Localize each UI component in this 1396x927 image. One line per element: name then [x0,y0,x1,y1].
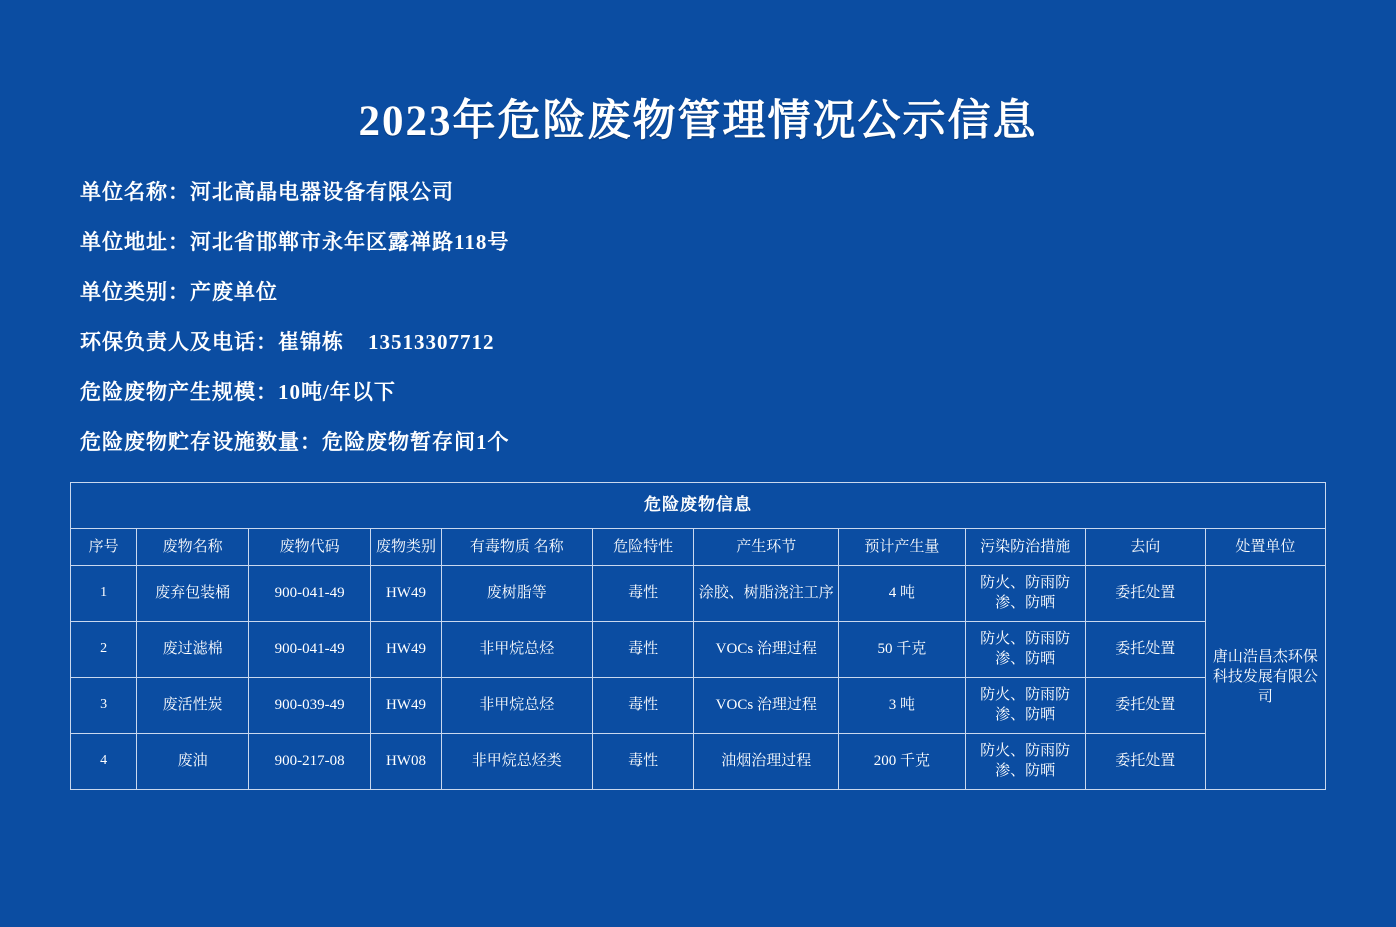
cell-estimated-amount: 50 千克 [839,621,965,677]
cell-destination: 委托处置 [1085,621,1205,677]
cell-toxic-substance: 非甲烷总烃 [441,677,592,733]
table-caption-row [71,482,1326,528]
cell-pollution-measures: 防火、防雨防渗、防晒 [965,565,1085,621]
table-header-row [71,528,1326,565]
cell-disposal-unit: 唐山浩昌杰环保科技发展有限公司 [1205,565,1325,789]
table-row [71,621,1326,677]
meta-value-storage-facility: 危险废物暂存间1个 [322,429,510,454]
hazardous-waste-table [70,482,1326,790]
cell-toxic-substance: 非甲烷总烃 [441,621,592,677]
cell-no: 3 [71,677,137,733]
cell-no: 2 [71,621,137,677]
column-header-waste-code: 废物代码 [249,528,371,565]
column-header-disposal-unit: 处置单位 [1205,528,1325,565]
meta-row-contact [80,329,1326,354]
cell-estimated-amount: 200 千克 [839,733,965,789]
column-header-waste-category: 废物类别 [371,528,441,565]
meta-value-company-address: 河北省邯郸市永年区露禅路118号 [190,229,510,254]
page-title: 2023年危险废物管理情况公示信息 [358,98,1038,145]
table-row [71,733,1326,789]
cell-generation-stage: VOCs 治理过程 [694,677,839,733]
cell-waste-category: HW49 [371,565,441,621]
meta-row-company-address [80,229,1326,254]
cell-waste-name: 废油 [137,733,249,789]
meta-label-storage-facility: 危险废物贮存设施数量： [80,429,322,454]
meta-value-waste-scale: 10吨/年以下 [278,379,396,404]
cell-toxic-substance: 非甲烷总烃类 [441,733,592,789]
cell-generation-stage: 油烟治理过程 [694,733,839,789]
meta-label-company-name: 单位名称： [80,179,190,204]
cell-toxic-substance: 废树脂等 [441,565,592,621]
meta-label-waste-scale: 危险废物产生规模： [80,379,278,404]
meta-label-company-category: 单位类别： [80,279,190,304]
column-header-hazard-property: 危险特性 [592,528,693,565]
cell-destination: 委托处置 [1085,733,1205,789]
cell-no: 1 [71,565,137,621]
cell-waste-category: HW49 [371,621,441,677]
cell-waste-name: 废活性炭 [137,677,249,733]
meta-value-contact-phone: 13513307712 [368,329,495,354]
table-caption: 危险废物信息 [71,482,1326,528]
column-header-generation-stage: 产生环节 [694,528,839,565]
meta-row-storage-facility [80,429,1326,454]
column-header-estimated-amount: 预计产生量 [839,528,965,565]
cell-pollution-measures: 防火、防雨防渗、防晒 [965,733,1085,789]
meta-label-contact: 环保负责人及电话： [80,329,278,354]
cell-hazard-property: 毒性 [592,565,693,621]
cell-waste-code: 900-041-49 [249,565,371,621]
meta-row-company-name [80,179,1326,204]
cell-hazard-property: 毒性 [592,621,693,677]
column-header-pollution-measures: 污染防治措施 [965,528,1085,565]
column-header-toxic-substance: 有毒物质 名称 [441,528,592,565]
cell-waste-name: 废弃包装桶 [137,565,249,621]
column-header-waste-name: 废物名称 [137,528,249,565]
meta-value-company-category: 产废单位 [190,279,278,304]
cell-generation-stage: 涂胶、树脂浇注工序 [694,565,839,621]
cell-destination: 委托处置 [1085,565,1205,621]
column-header-no: 序号 [71,528,137,565]
cell-waste-name: 废过滤棉 [137,621,249,677]
cell-no: 4 [71,733,137,789]
cell-generation-stage: VOCs 治理过程 [694,621,839,677]
column-header-destination: 去向 [1085,528,1205,565]
company-info-list [80,179,1326,454]
meta-value-company-name: 河北高晶电器设备有限公司 [190,179,454,204]
meta-row-waste-scale [80,379,1326,404]
table-row [71,565,1326,621]
meta-value-contact-name: 崔锦栋 [278,329,344,354]
cell-pollution-measures: 防火、防雨防渗、防晒 [965,621,1085,677]
cell-destination: 委托处置 [1085,677,1205,733]
cell-hazard-property: 毒性 [592,677,693,733]
cell-waste-code: 900-039-49 [249,677,371,733]
meta-row-company-category [80,279,1326,304]
cell-estimated-amount: 4 吨 [839,565,965,621]
cell-waste-code: 900-041-49 [249,621,371,677]
table-row [71,677,1326,733]
cell-waste-code: 900-217-08 [249,733,371,789]
cell-hazard-property: 毒性 [592,733,693,789]
meta-label-company-address: 单位地址： [80,229,190,254]
cell-waste-category: HW08 [371,733,441,789]
cell-waste-category: HW49 [371,677,441,733]
cell-pollution-measures: 防火、防雨防渗、防晒 [965,677,1085,733]
cell-estimated-amount: 3 吨 [839,677,965,733]
